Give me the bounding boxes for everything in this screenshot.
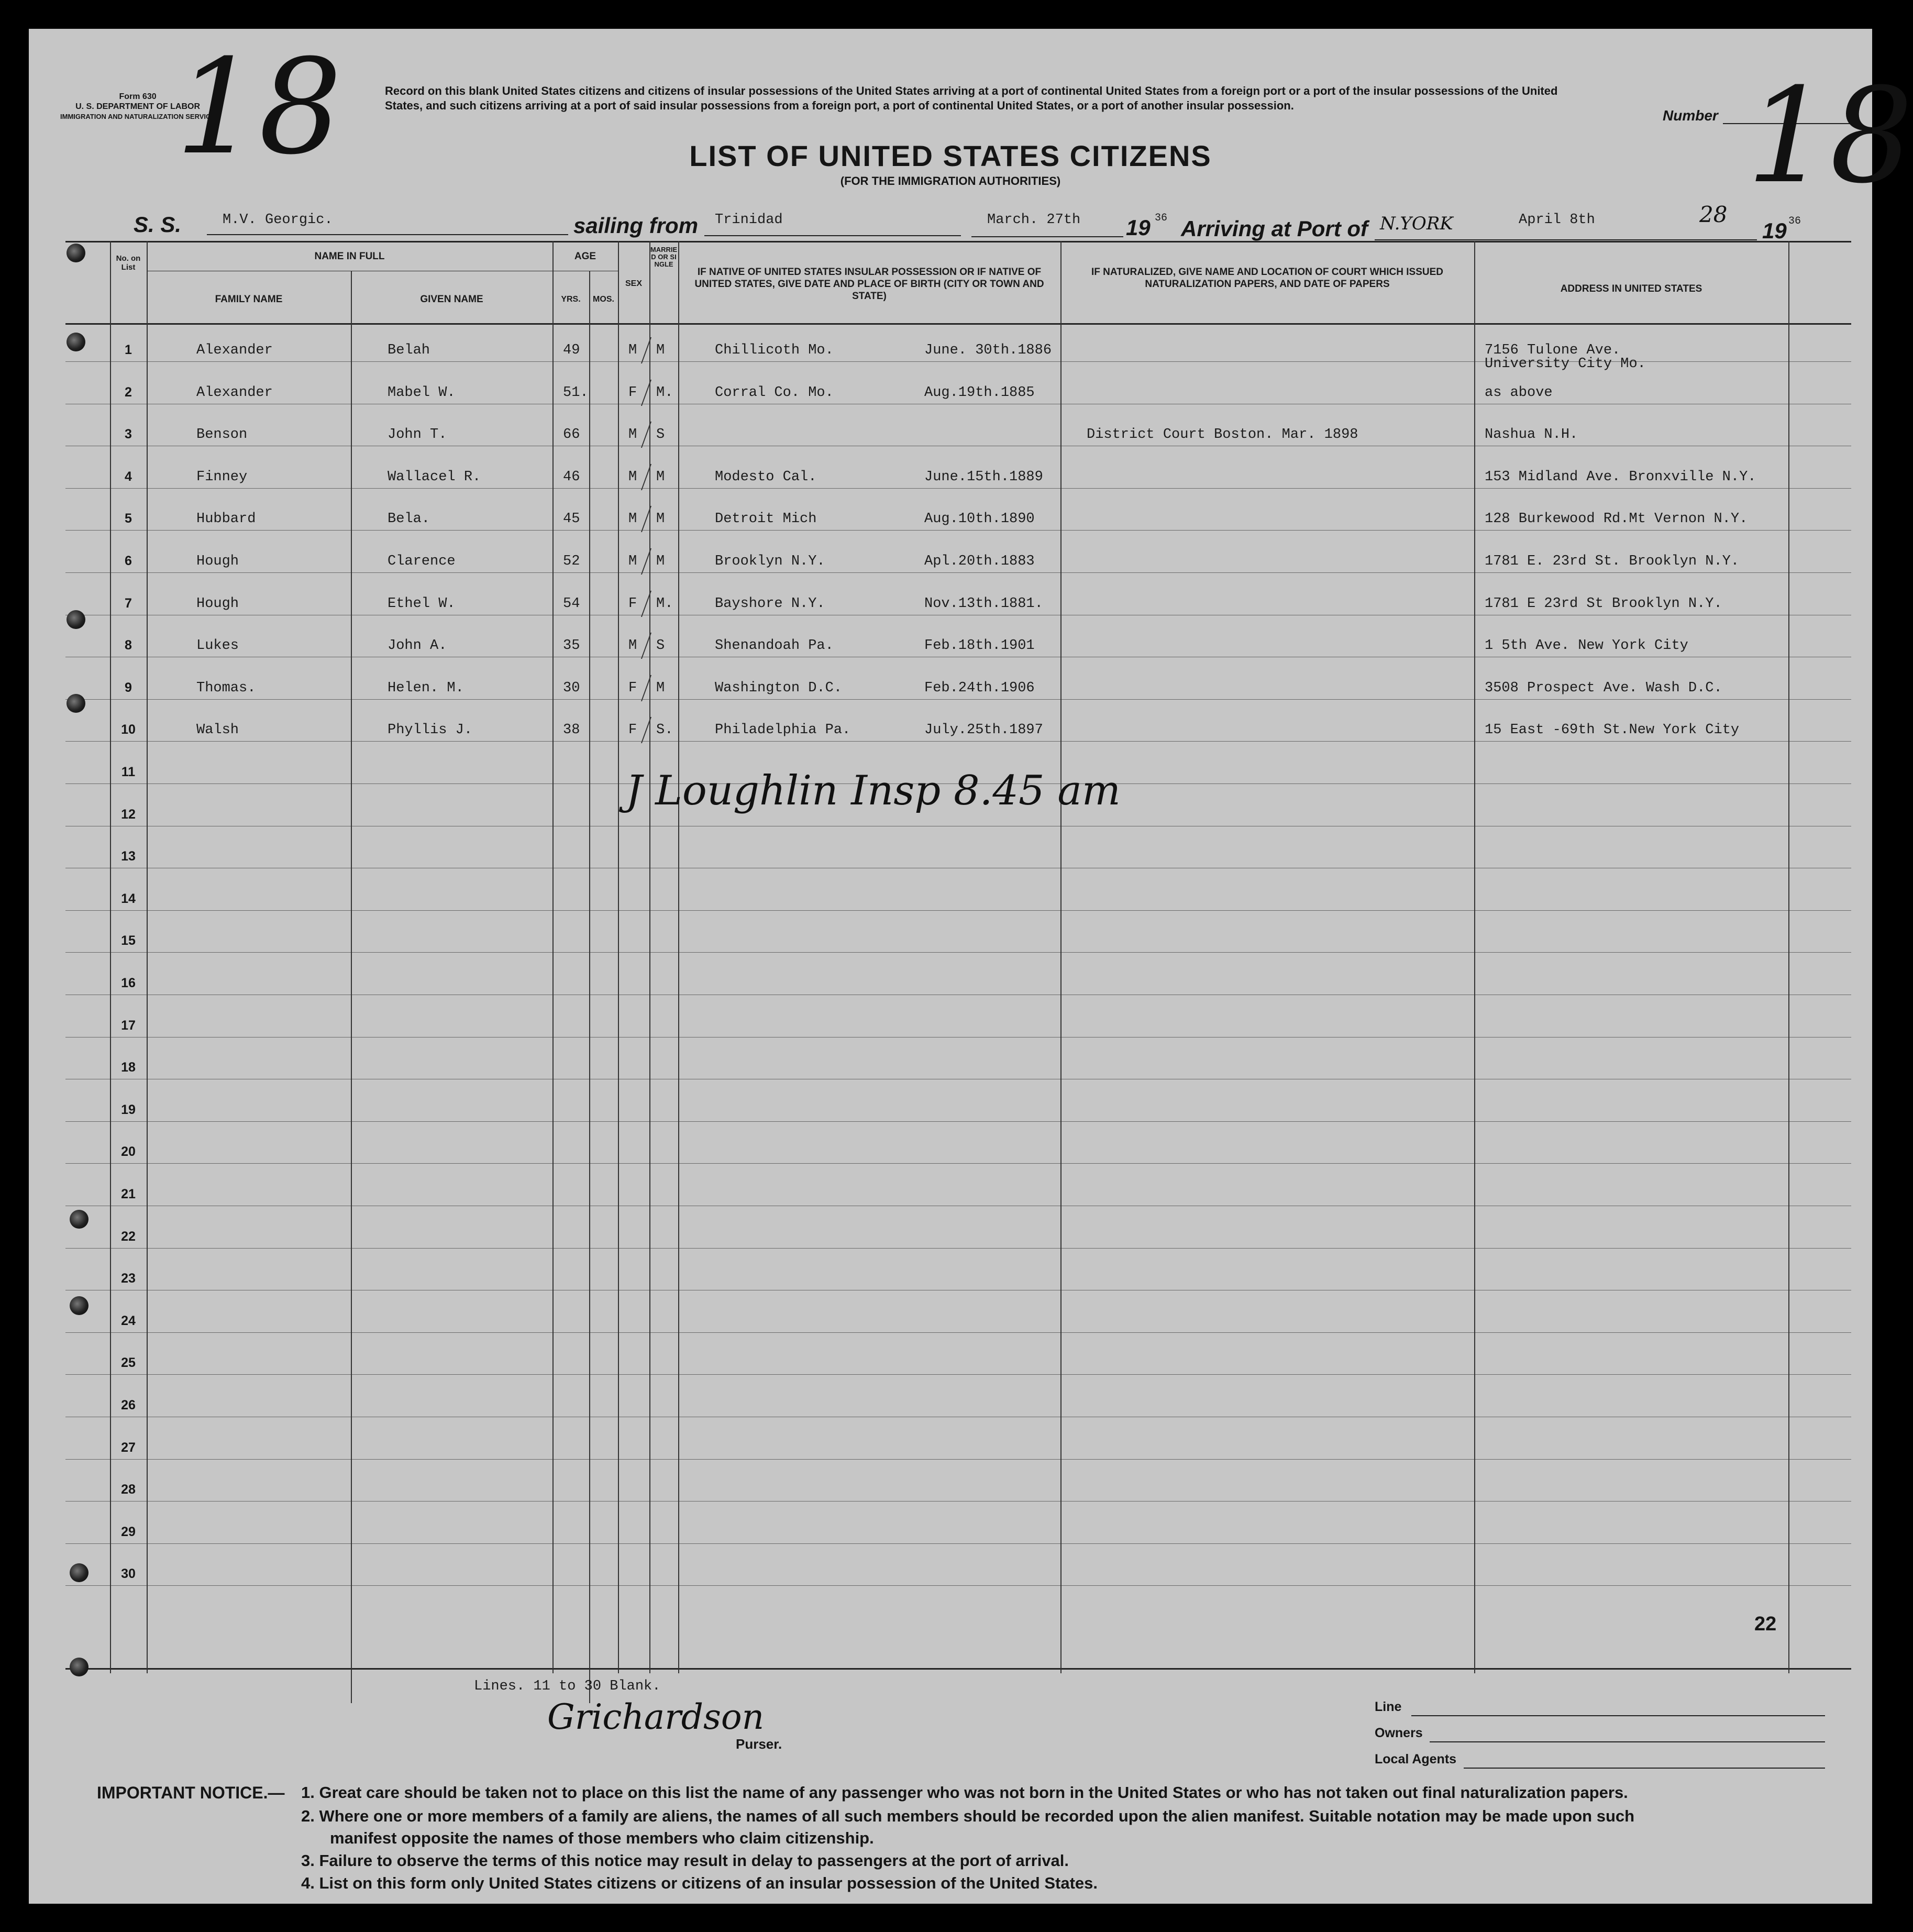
notice-1: 1. Great care should be taken not to place on this list the name of any passenger who was not born in the United States or who has not taken out final naturalization papers. — [301, 1783, 1628, 1802]
sex: F — [628, 722, 637, 738]
row-number: 2 — [125, 384, 132, 400]
check-mark — [615, 380, 651, 406]
sex: M — [628, 343, 637, 358]
row-number: 16 — [121, 976, 136, 990]
given-name: John A. — [388, 638, 447, 654]
year-arrival: 36 — [1788, 215, 1801, 227]
age: 35 — [563, 638, 580, 654]
birth-date: Feb.24th.1906 — [924, 680, 1035, 696]
header-naturalized: IF NATURALIZED, GIVE NAME AND LOCATION OF COURT WHICH ISSUED NATURALIZATION PAPERS, AND DATE OF PAPERS — [1091, 267, 1443, 290]
notice-label: IMPORTANT NOTICE.— — [97, 1783, 285, 1802]
check-mark — [615, 548, 651, 575]
sex: M — [628, 554, 637, 569]
notice-4: 4. List on this form only United States citizens or citizens of an insular possession of the United States. — [301, 1874, 1098, 1892]
given-name: Wallacel R. — [388, 469, 481, 485]
row-rule — [65, 910, 1851, 911]
marital-status: M — [656, 554, 665, 569]
family-name: Walsh — [196, 722, 239, 738]
handwritten-corner-number: 18 — [175, 31, 342, 183]
row-number: 23 — [121, 1271, 136, 1286]
row-number: 6 — [125, 554, 132, 568]
birth-place: Chillicoth Mo. — [715, 343, 834, 358]
row-number: 8 — [125, 638, 132, 653]
row-number: 18 — [121, 1060, 136, 1075]
address: Nashua N.H. — [1485, 427, 1578, 443]
birth-date: July.25th.1897 — [924, 722, 1043, 738]
age: 51. — [563, 384, 589, 401]
date-from: March. 27th — [987, 212, 1081, 228]
row-number: 22 — [121, 1229, 136, 1244]
marital-status: S — [656, 427, 665, 443]
row-number: 26 — [121, 1398, 136, 1412]
age: 52 — [563, 554, 580, 569]
purser-signature: Grichardson — [547, 1697, 765, 1737]
row-rule — [65, 1332, 1851, 1333]
sex: F — [628, 680, 637, 696]
marital-status: S — [656, 638, 665, 654]
sex: M — [628, 638, 637, 654]
port-arrival: N.YORK — [1380, 213, 1453, 234]
age: 38 — [563, 722, 580, 738]
owners-label: Owners — [1375, 1726, 1423, 1740]
lines-blank-note: Lines. 11 to 30 Blank. — [474, 1679, 661, 1694]
given-name: Phyllis J. — [388, 722, 473, 738]
header-name-in-full: NAME IN FULL — [314, 251, 385, 262]
row-rule — [65, 1543, 1851, 1544]
marital-status: M — [656, 680, 665, 696]
given-name: Helen. M. — [388, 680, 464, 696]
service-name: IMMIGRATION AND NATURALIZATION SERVICE — [60, 113, 216, 120]
row-rule — [65, 699, 1851, 700]
sex: F — [628, 384, 637, 401]
family-name: Benson — [196, 427, 248, 443]
birth-place: Philadelphia Pa. — [715, 722, 851, 738]
ship-name: M.V. Georgic. — [223, 212, 333, 228]
address: 15 East -69th St.New York City — [1485, 722, 1740, 738]
address-line-2: University City Mo. — [1485, 356, 1646, 372]
family-name: Hough — [196, 595, 239, 612]
birth-date: Aug.19th.1885 — [924, 384, 1035, 401]
row-number: 13 — [121, 849, 136, 864]
header-given-name: GIVEN NAME — [420, 294, 483, 305]
check-mark — [615, 464, 651, 490]
form-instructions: Record on this blank United States citizens and citizens of insular possessions of the United States arriving at a port of continental United States from a foreign port or a port of the insular possessions of the United States, and such citizens arriving at a port of said insular possessions from a foreign port, a port of continental United States, or a port of another insular possession. — [385, 84, 1558, 112]
date-arrival: April 8th — [1519, 212, 1595, 228]
header-birth: IF NATIVE OF UNITED STATES INSULAR POSSESSION OR IF NATIVE OF UNITED STATES, GIVE DATE AND PLACE OF BIRTH (CITY OR TOWN AND STATE) — [694, 267, 1044, 302]
row-number: 30 — [121, 1566, 136, 1582]
header-address: ADDRESS IN UNITED STATES — [1560, 283, 1702, 294]
port-from: Trinidad — [715, 212, 783, 228]
local-agents-label: Local Agents — [1375, 1752, 1457, 1767]
check-mark — [615, 337, 651, 363]
header-yrs: YRS. — [561, 295, 581, 304]
passenger-table — [65, 241, 1851, 1673]
address: 1781 E 23rd St Brooklyn N.Y. — [1485, 595, 1722, 612]
row-rule — [65, 572, 1851, 573]
birth-place: Detroit Mich — [715, 511, 817, 527]
row-rule — [65, 1374, 1851, 1375]
family-name: Alexander — [196, 343, 273, 358]
address: 153 Midland Ave. Bronxville N.Y. — [1485, 469, 1756, 485]
address: as above — [1485, 384, 1553, 401]
marital-status: M. — [656, 595, 673, 612]
address: 128 Burkewood Rd.Mt Vernon N.Y. — [1485, 511, 1748, 527]
marital-status: M — [656, 343, 665, 358]
punch-hole — [70, 1210, 89, 1229]
check-mark — [615, 506, 651, 532]
sex: F — [628, 595, 637, 612]
marital-status: M — [656, 469, 665, 485]
header-family-name: FAMILY NAME — [215, 294, 283, 305]
row-number: 4 — [125, 469, 132, 484]
birth-place: Corral Co. Mo. — [715, 384, 834, 401]
row-rule — [65, 1163, 1851, 1164]
year-prefix: 19 — [1126, 215, 1151, 240]
given-name: John T. — [388, 427, 447, 443]
age: 66 — [563, 427, 580, 443]
row-number: 12 — [121, 807, 136, 822]
sex: M — [628, 511, 637, 527]
address: 7156 Tulone Ave. — [1485, 343, 1621, 358]
naturalization-court: District Court Boston. Mar. 1898 — [1087, 427, 1358, 443]
punch-hole — [67, 333, 85, 351]
address: 1 5th Ave. New York City — [1485, 638, 1688, 654]
marital-status: M — [656, 511, 665, 527]
family-name: Lukes — [196, 638, 239, 654]
row-number: 10 — [121, 722, 136, 737]
family-name: Finney — [196, 469, 248, 485]
row-number: 21 — [121, 1187, 136, 1201]
punch-hole — [67, 610, 85, 629]
header-no-on-list: No. on List — [116, 254, 141, 272]
address: 3508 Prospect Ave. Wash D.C. — [1485, 680, 1722, 696]
notice-2-continued: manifest opposite the names of those members who claim citizenship. — [330, 1829, 874, 1847]
row-number: 15 — [121, 933, 136, 948]
handwritten-number: 18 — [1746, 60, 1913, 212]
row-rule — [65, 530, 1851, 531]
year-prefix-arrival: 19 — [1762, 218, 1787, 243]
family-name: Hubbard — [196, 511, 256, 527]
marital-status: M. — [656, 384, 673, 401]
row-number: 7 — [125, 595, 132, 611]
age: 49 — [563, 343, 580, 358]
page-subtitle: (FOR THE IMMIGRATION AUTHORITIES) — [840, 174, 1061, 187]
year-from: 36 — [1155, 212, 1168, 224]
line-label: Line — [1375, 1699, 1402, 1714]
birth-date: June. 30th.1886 — [924, 343, 1052, 358]
family-name: Hough — [196, 554, 239, 569]
given-name: Clarence — [388, 554, 456, 569]
manifest-sheet — [29, 29, 1913, 1904]
header-sex: SEX — [625, 279, 642, 288]
department-name: U. S. DEPARTMENT OF LABOR — [75, 102, 201, 111]
handwritten-day: 28 — [1699, 202, 1728, 227]
age: 30 — [563, 680, 580, 696]
row-number: 27 — [121, 1440, 136, 1455]
check-mark — [615, 591, 651, 617]
family-name: Thomas. — [196, 680, 256, 696]
birth-date: Apl.20th.1883 — [924, 554, 1035, 569]
row-number: 3 — [125, 427, 132, 442]
birth-place: Shenandoah Pa. — [715, 638, 834, 654]
notice-2: 2. Where one or more members of a family are aliens, the names of all such members should be recorded upon the alien manifest. Suitable notation may be made upon such — [301, 1807, 1635, 1825]
check-mark — [615, 422, 651, 448]
sex: M — [628, 427, 637, 443]
row-rule — [65, 1248, 1851, 1249]
age: 54 — [563, 595, 580, 612]
birth-date: June.15th.1889 — [924, 469, 1043, 485]
family-name: Alexander — [196, 384, 273, 401]
punch-hole — [67, 694, 85, 713]
header-married-single: MARRIED OR SINGLE — [650, 246, 678, 268]
row-number: 20 — [121, 1144, 136, 1160]
row-number: 29 — [121, 1524, 136, 1539]
row-number: 14 — [121, 891, 136, 906]
punch-hole — [70, 1296, 89, 1315]
row-rule — [65, 1121, 1851, 1122]
given-name: Mabel W. — [388, 384, 456, 401]
age: 46 — [563, 469, 580, 485]
page-title: LIST OF UNITED STATES CITIZENS — [689, 139, 1212, 172]
birth-date: Nov.13th.1881. — [924, 595, 1043, 612]
punch-hole — [70, 1563, 89, 1582]
sailing-from-label: sailing from — [573, 213, 699, 238]
birth-place: Bayshore N.Y. — [715, 595, 825, 612]
row-number: 24 — [121, 1313, 136, 1328]
row-rule — [65, 1585, 1851, 1586]
age: 45 — [563, 511, 580, 527]
row-number: 9 — [125, 680, 132, 695]
form-number: Form 630 — [119, 92, 157, 101]
row-number: 28 — [121, 1482, 136, 1497]
notice-3: 3. Failure to observe the terms of this notice may result in delay to passengers at the port of arrival. — [301, 1851, 1069, 1870]
given-name: Bela. — [388, 511, 430, 527]
punch-hole — [67, 244, 85, 262]
punch-hole — [70, 1658, 89, 1676]
inspector-signature: J Loughlin Insp 8.45 am — [626, 767, 1121, 814]
birth-place: Brooklyn N.Y. — [715, 554, 825, 569]
check-mark — [615, 675, 651, 701]
birth-place: Modesto Cal. — [715, 469, 817, 485]
sex: M — [628, 469, 637, 485]
birth-place: Washington D.C. — [715, 680, 843, 696]
check-mark — [615, 633, 651, 659]
number-label: Number — [1663, 107, 1718, 124]
row-number: 5 — [125, 511, 132, 526]
row-rule — [65, 1459, 1851, 1460]
check-mark — [615, 717, 651, 743]
page-count: 22 — [1754, 1613, 1777, 1635]
given-name: Belah — [388, 343, 430, 358]
row-number: 19 — [121, 1102, 136, 1117]
birth-date: Aug.10th.1890 — [924, 511, 1035, 527]
header-age: AGE — [574, 251, 596, 262]
row-rule — [65, 1501, 1851, 1502]
address: 1781 E. 23rd St. Brooklyn N.Y. — [1485, 554, 1740, 569]
arriving-label: Arriving at Port of — [1181, 216, 1368, 241]
marital-status: S. — [656, 722, 673, 738]
row-number: 25 — [121, 1355, 136, 1371]
row-rule — [65, 952, 1851, 953]
given-name: Ethel W. — [388, 595, 456, 612]
ss-label: S. S. — [134, 212, 182, 237]
birth-date: Feb.18th.1901 — [924, 638, 1035, 654]
row-rule — [65, 488, 1851, 489]
header-mos: MOS. — [593, 295, 614, 304]
row-number: 11 — [121, 765, 136, 779]
purser-label: Purser. — [736, 1736, 782, 1752]
row-rule — [65, 741, 1851, 742]
row-number: 17 — [121, 1018, 136, 1033]
row-number: 1 — [125, 343, 132, 357]
